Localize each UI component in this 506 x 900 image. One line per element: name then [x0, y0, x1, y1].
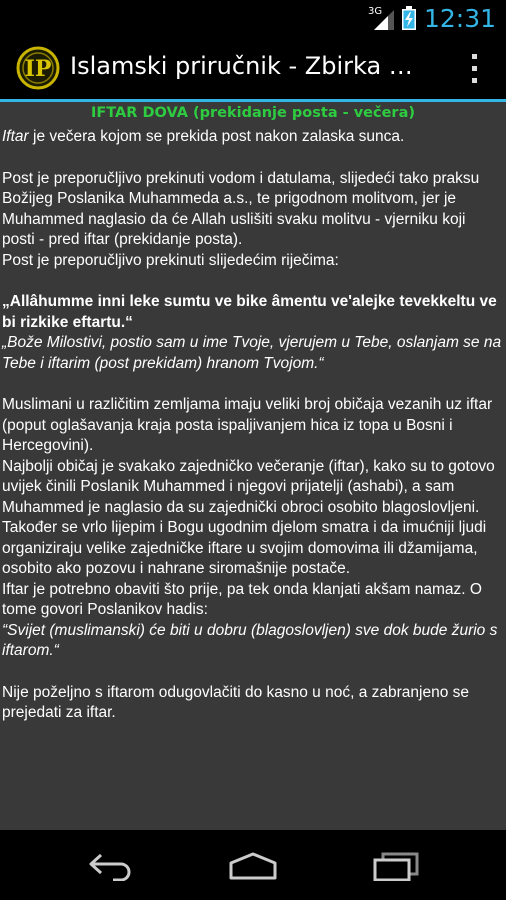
svg-text:IP: IP [24, 56, 52, 82]
navigation-bar [0, 830, 506, 900]
status-bar [0, 0, 506, 36]
hadith-quote: “Svijet (muslimanski) će biti u dobru (blagoslovljen) sve dok bude žurio s iftarom.“ [2, 621, 498, 659]
dua-translation: „Bože Milostivi, postio sam u ime Tvoje, vjerujem u Tebe, oslanjam se na Tebe i iftarim (post prekidam) hranom Tvojom.“ [2, 334, 502, 372]
paragraph-words: Post je preporučljivo prekinuti slijedećim riječima: [2, 251, 339, 269]
network-type-label: 3G [367, 6, 383, 17]
paragraph-hosting: Također se vrlo lijepim i Bogu ugodnim djelom smatra i da imućniji ljudi organiziraju velike zajedničke iftare u svojim domovima ili džamijama, osobito ako pozovu i nahrane siromašnije postače. [2, 519, 487, 577]
article-content[interactable] [0, 102, 506, 830]
ip-logo-icon[interactable] [16, 46, 60, 90]
app-title: Islamski priručnik - Zbirka D... [70, 52, 430, 80]
article-heading: IFTAR DOVA (prekidanje posta - večera) [90, 105, 415, 121]
intro-lead: Iftar [2, 128, 29, 145]
recent-apps-icon[interactable] [366, 848, 426, 884]
paragraph-sunnah: Post je preporučljivo prekinuti vodom i datulama, slijedeći tako praksu Božijeg Poslanika Muhammeda a.s., te prigodnom molitvom, jer je Muhammed naglasio da će Allah uslišiti svaku molitvu - vjerniku koji posti - pred iftar (prekidanje posta). [2, 169, 480, 248]
paragraph-customs: Muslimani u različitim zemljama imaju veliki broj običaja vezanih uz iftar (poput oglašavanja kraja posta ispaljivanjem hica iz topa u Bosni i Hercegovini). [2, 396, 493, 454]
battery-icon [402, 6, 416, 30]
paragraph-closing: Nije poželjno s iftarom odugovlačiti do kasno u noć, a zabranjeno se prejedati za iftar. [2, 683, 469, 721]
intro-paragraph [2, 127, 502, 148]
dua-arabic: „Allâhumme inni leke sumtu ve bike âmentu ve'alejke tevekkeltu ve bi rizkike eftartu.“ [2, 293, 497, 331]
home-icon[interactable] [223, 848, 283, 884]
action-bar [0, 36, 506, 100]
paragraph-timing: Iftar je potrebno obaviti što prije, pa tek onda klanjati akšam namaz. O tome govori Poslanikov hadis: [2, 580, 482, 618]
paragraph-best-custom: Najbolji običaj je svakako zajedničko večeranje (iftar), kako su to gotovo uvijek činili Poslanik Muhammed i njegovi prijatelji (ashabi), a sam Muhammed je naglasio da su zajednički obroci osobito blagoslovljeni. [2, 457, 495, 516]
intro-rest: je večera kojom se prekida post nakon zalaska sunca. [28, 128, 405, 145]
back-icon[interactable] [82, 848, 142, 884]
status-icons [368, 4, 496, 32]
status-clock: 12:31 [423, 3, 496, 33]
signal-icon [368, 6, 394, 30]
overflow-menu-icon[interactable] [466, 50, 482, 86]
